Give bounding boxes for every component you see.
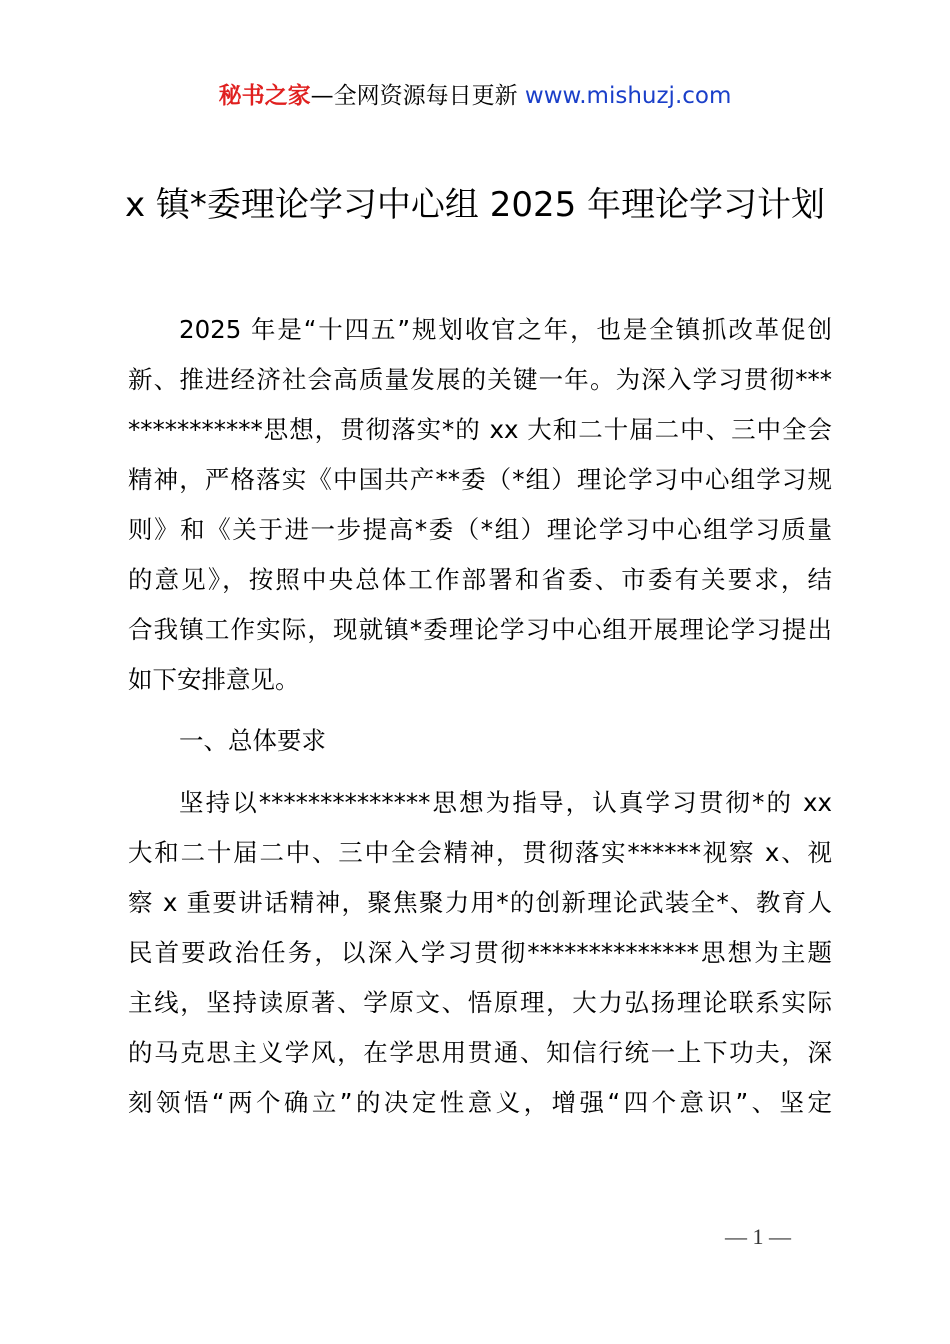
text-line: 坚持以**************思想为指导，认真学习贯彻*的 xx (179, 788, 832, 817)
text-line: 大和二十届二中、三中全会精神，贯彻落实******视察 x、视 (128, 838, 832, 867)
banner-tagline: —全网资源每日更新 (310, 83, 525, 109)
text-line: ***********思想，贯彻落实*的 xx 大和二十届二中、三中全会 (128, 415, 832, 444)
text-line: 如下安排意见。 (128, 665, 300, 694)
text-line: 的马克思主义学风，在学思用贯通、知信行统一上下功夫，深 (128, 1038, 832, 1067)
text-line: 察 x 重要讲话精神，聚焦聚力用*的创新理论武装全*、教育人 (128, 888, 832, 917)
text-line: 则》和《关于进一步提高*委（*组）理论学习中心组学习质量 (128, 515, 832, 544)
requirements-paragraph (128, 778, 832, 1128)
text-line: 民首要政治任务，以深入学习贯彻**************思想为主题 (128, 938, 832, 967)
text-line: 合我镇工作实际，现就镇*委理论学习中心组开展理论学习提出 (128, 615, 832, 644)
document-title: x 镇*委理论学习中心组 2025 年理论学习计划 (124, 185, 826, 225)
section-heading: 一、总体要求 (179, 726, 326, 755)
text-line: 精神，严格落实《中国共产**委（*组）理论学习中心组学习规 (128, 465, 832, 494)
intro-paragraph (128, 305, 832, 705)
text-line: 主线，坚持读原著、学原文、悟原理，大力弘扬理论联系实际 (128, 988, 832, 1017)
text-line: 新、推进经济社会高质量发展的关键一年。为深入学习贯彻*** (128, 365, 832, 394)
site-banner (0, 80, 950, 112)
text-line: 的意见》，按照中央总体工作部署和省委、市委有关要求，结 (128, 565, 832, 594)
brand-name: 秘书之家 (218, 83, 311, 109)
text-line: 2025 年是“十四五”规划收官之年，也是全镇抓改革促创 (179, 315, 832, 344)
page-number: — 1 — (725, 1224, 791, 1249)
site-url-link[interactable]: www.mishuzj.com (524, 83, 732, 109)
text-line: 刻领悟“两个确立”的决定性意义，增强“四个意识”、坚定 (128, 1088, 832, 1117)
